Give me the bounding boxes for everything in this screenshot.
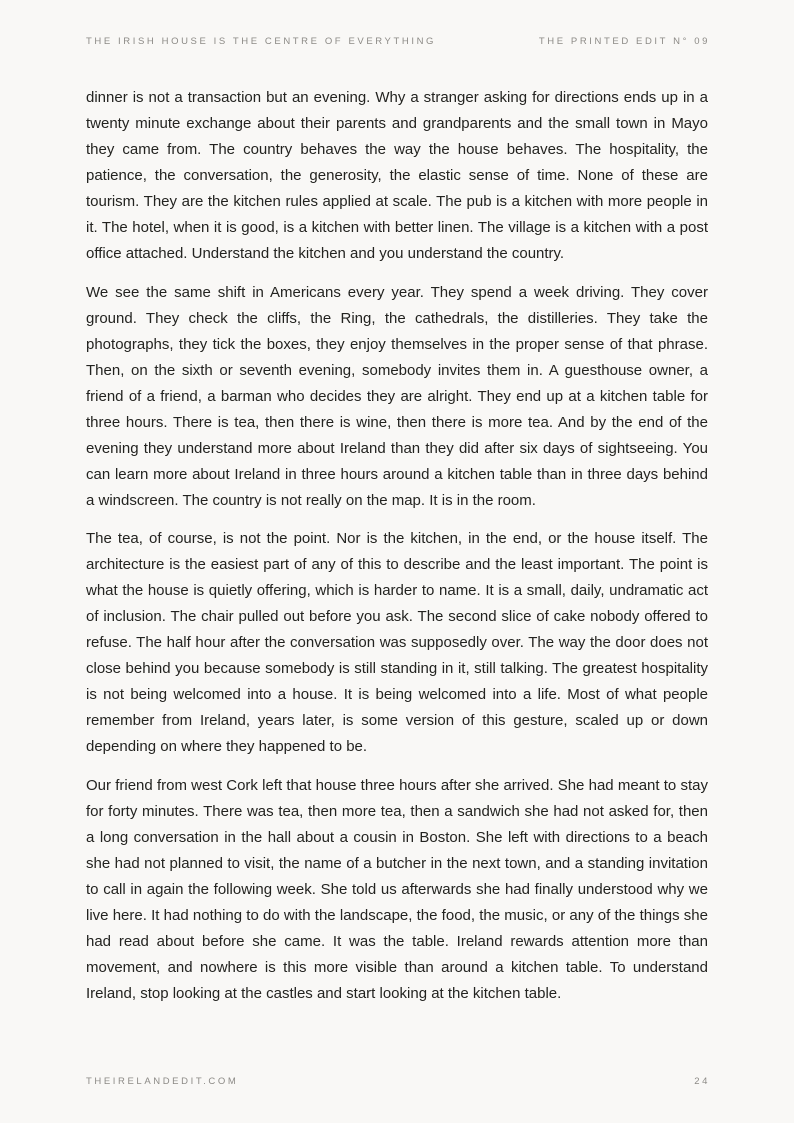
article-body (86, 85, 708, 1019)
running-footer (86, 1076, 708, 1090)
article-paragraph: Our friend from west Cork left that house three hours after she arrived. She had meant to stay for forty minutes. There was tea, then more tea, then a sandwich she had not asked for, then a long conversation in the hall about a cousin in Boston. She left with directions to a beach she had not planned to visit, the name of a butcher in the next town, and a standing invitation to call in again the following week. She told us afterwards she had finally understood why we live here. It had nothing to do with the landscape, the food, the music, or any of the things she had read about before she came. It was the table. Ireland rewards attention more than movement, and nowhere is this more visible than around a kitchen table. To understand Ireland, stop looking at the castles and start looking at the kitchen table. (86, 776, 708, 1002)
page-number: 24 (694, 1076, 710, 1087)
article-paragraph: dinner is not a transaction but an evening. Why a stranger asking for directions ends up in a twenty minute exchange about their parents and grandparents and the small town in Mayo they came from. The country behaves the way the house behaves. The hospitality, the patience, the conversation, the generosity, the elastic sense of time. None of these are tourism. They are the kitchen rules applied at scale. The pub is a kitchen with more people in it. The hotel, when it is good, is a kitchen with better linen. The village is a kitchen with a post office attached. Understand the kitchen and you understand the country. (86, 89, 708, 262)
website-link[interactable]: THEIRELANDEDIT.COM (86, 1076, 239, 1087)
running-header (86, 36, 708, 50)
article-paragraph: We see the same shift in Americans every year. They spend a week driving. They cover ground. They check the cliffs, the Ring, the cathedrals, the distilleries. They take the photographs, they tick the boxes, they enjoy themselves in the proper sense of that phrase. Then, on the sixth or seventh evening, somebody invites them in. A guesthouse owner, a friend of a friend, a barman who decides they are alright. They end up at a kitchen table for three hours. There is tea, then there is wine, then there is more tea. And by the end of the evening they understand more about Ireland than they did after six days of sightseeing. You can learn more about Ireland in three hours around a kitchen table than in three days behind a windscreen. The country is not really on the map. It is in the room. (86, 283, 708, 509)
article-paragraph: The tea, of course, is not the point. Nor is the kitchen, in the end, or the house itself. The architecture is the easiest part of any of this to describe and the least important. The point is what the house is quietly offering, which is harder to name. It is a small, daily, undramatic act of inclusion. The chair pulled out before you ask. The second slice of cake nobody offered to refuse. The half hour after the conversation was supposedly over. The way the door does not close behind you because somebody is still standing in it, still talking. The greatest hospitality is not being welcomed into a house. It is being welcomed into a life. Most of what people remember from Ireland, years later, is some version of this gesture, scaled up or down depending on where they happened to be. (86, 530, 708, 755)
section-title: THE IRISH HOUSE IS THE CENTRE OF EVERYTHING (86, 36, 437, 47)
edition-label: THE PRINTED EDIT N° 09 (538, 36, 710, 47)
